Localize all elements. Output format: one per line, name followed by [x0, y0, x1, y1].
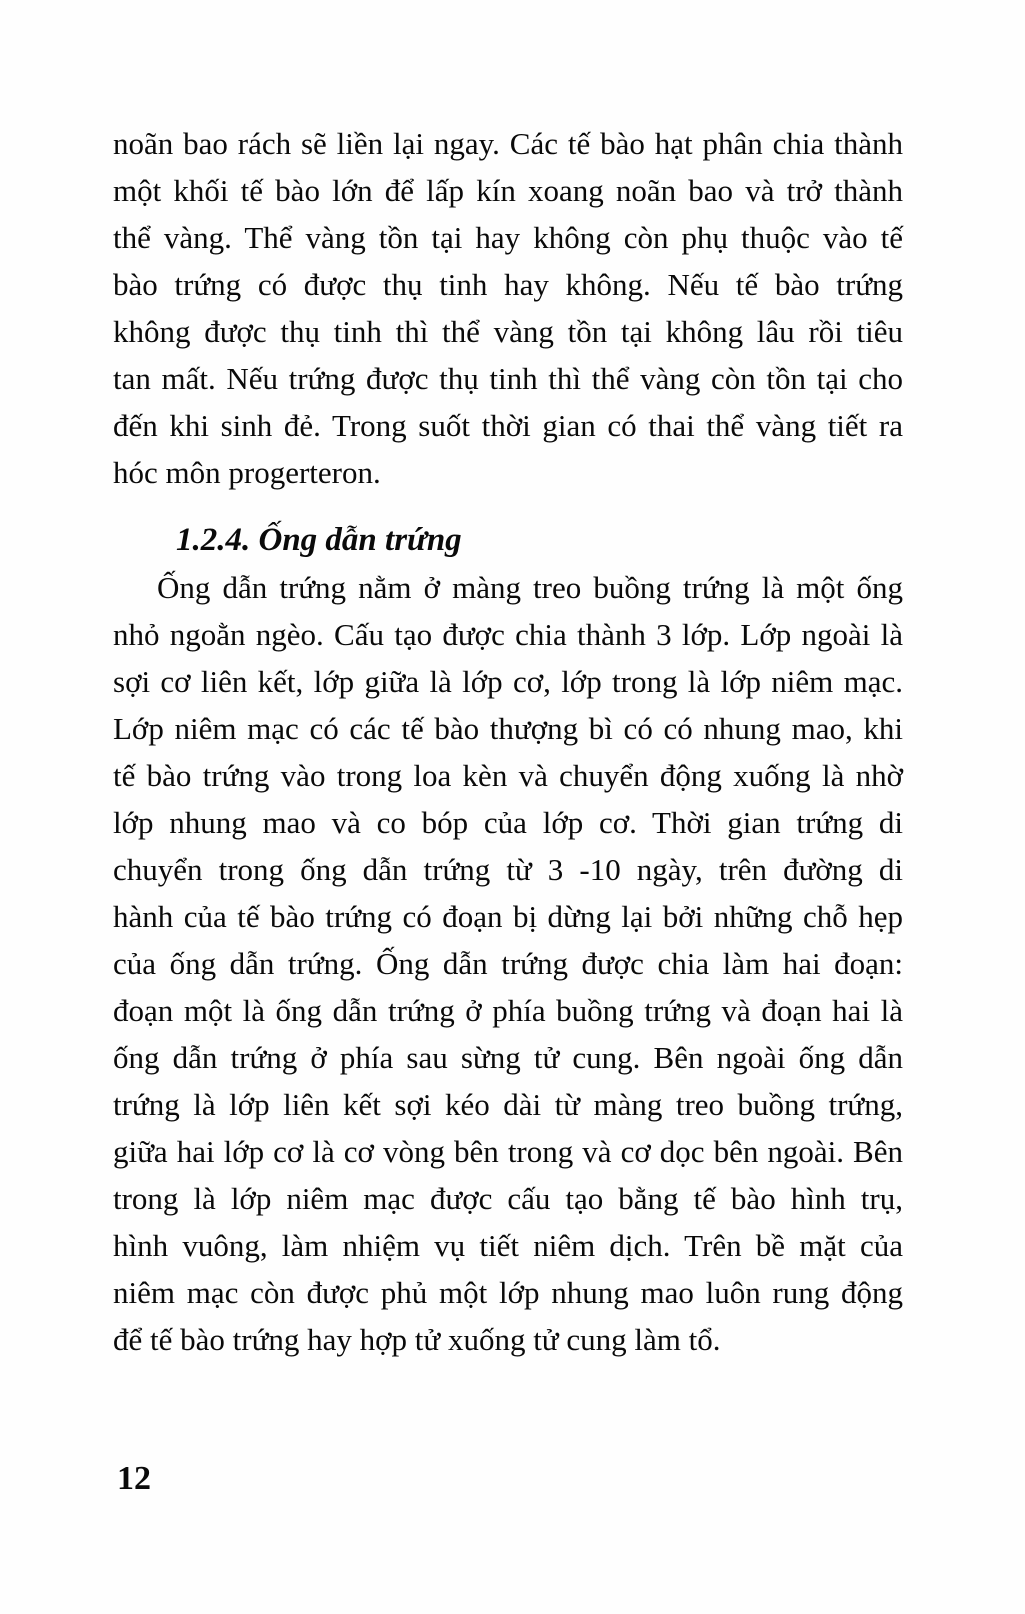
text-line: Lớp niêm mạc có các tế bào thượng bì có có nhung mao, khi: [113, 711, 903, 746]
section-heading: 1.2.4. Ống dẫn trứng: [176, 522, 462, 558]
text-line: của ống dẫn trứng. Ống dẫn trứng được chia làm hai đoạn:: [113, 946, 903, 981]
text-line: Ống dẫn trứng nằm ở màng treo buồng trứng là một ống: [157, 570, 903, 605]
text-line: trong là lớp niêm mạc được cấu tạo bằng tế bào hình trụ,: [113, 1181, 903, 1216]
text-line: để tế bào trứng hay hợp tử xuống tử cung làm tổ.: [113, 1322, 721, 1357]
text-line: một khối tế bào lớn để lấp kín xoang noãn bao và trở thành: [113, 173, 903, 208]
text-line: sợi cơ liên kết, lớp giữa là lớp cơ, lớp trong là lớp niêm mạc.: [113, 664, 903, 699]
page-number: 12: [117, 1460, 151, 1497]
text-line: tế bào trứng vào trong loa kèn và chuyển động xuống là nhờ: [113, 758, 903, 793]
text-line: noãn bao rách sẽ liền lại ngay. Các tế bào hạt phân chia thành: [113, 126, 903, 161]
paragraph-corpus-luteum: [113, 120, 903, 496]
text-line: hình vuông, làm nhiệm vụ tiết niêm dịch. Trên bề mặt của: [113, 1228, 903, 1263]
text-line: đến khi sinh đẻ. Trong suốt thời gian có thai thể vàng tiết ra: [113, 408, 903, 443]
text-line: trứng là lớp liên kết sợi kéo dài từ màng treo buồng trứng,: [113, 1087, 903, 1122]
text-line: bào trứng có được thụ tinh hay không. Nếu tế bào trứng: [113, 267, 903, 302]
paragraph-oviduct: [113, 564, 903, 1363]
text-line: đoạn một là ống dẫn trứng ở phía buồng trứng và đoạn hai là: [113, 993, 903, 1028]
text-line: nhỏ ngoằn ngèo. Cấu tạo được chia thành 3 lớp. Lớp ngoài là: [113, 617, 903, 652]
text-line: không được thụ tinh thì thể vàng tồn tại không lâu rồi tiêu: [113, 314, 903, 349]
text-line: hành của tế bào trứng có đoạn bị dừng lại bởi những chỗ hẹp: [113, 899, 903, 934]
text-line: chuyển trong ống dẫn trứng từ 3 -10 ngày, trên đường di: [113, 852, 903, 887]
text-line: giữa hai lớp cơ là cơ vòng bên trong và cơ dọc bên ngoài. Bên: [113, 1134, 903, 1169]
text-block: [113, 120, 903, 1363]
text-line: lớp nhung mao và co bóp của lớp cơ. Thời gian trứng di: [113, 805, 903, 840]
text-line: thể vàng. Thể vàng tồn tại hay không còn phụ thuộc vào tế: [113, 220, 903, 255]
text-line: ống dẫn trứng ở phía sau sừng tử cung. Bên ngoài ống dẫn: [113, 1040, 903, 1075]
text-line: hóc môn progerteron.: [113, 455, 381, 490]
text-line: tan mất. Nếu trứng được thụ tinh thì thể vàng còn tồn tại cho: [113, 361, 903, 396]
text-line: niêm mạc còn được phủ một lớp nhung mao luôn rung động: [113, 1275, 903, 1310]
